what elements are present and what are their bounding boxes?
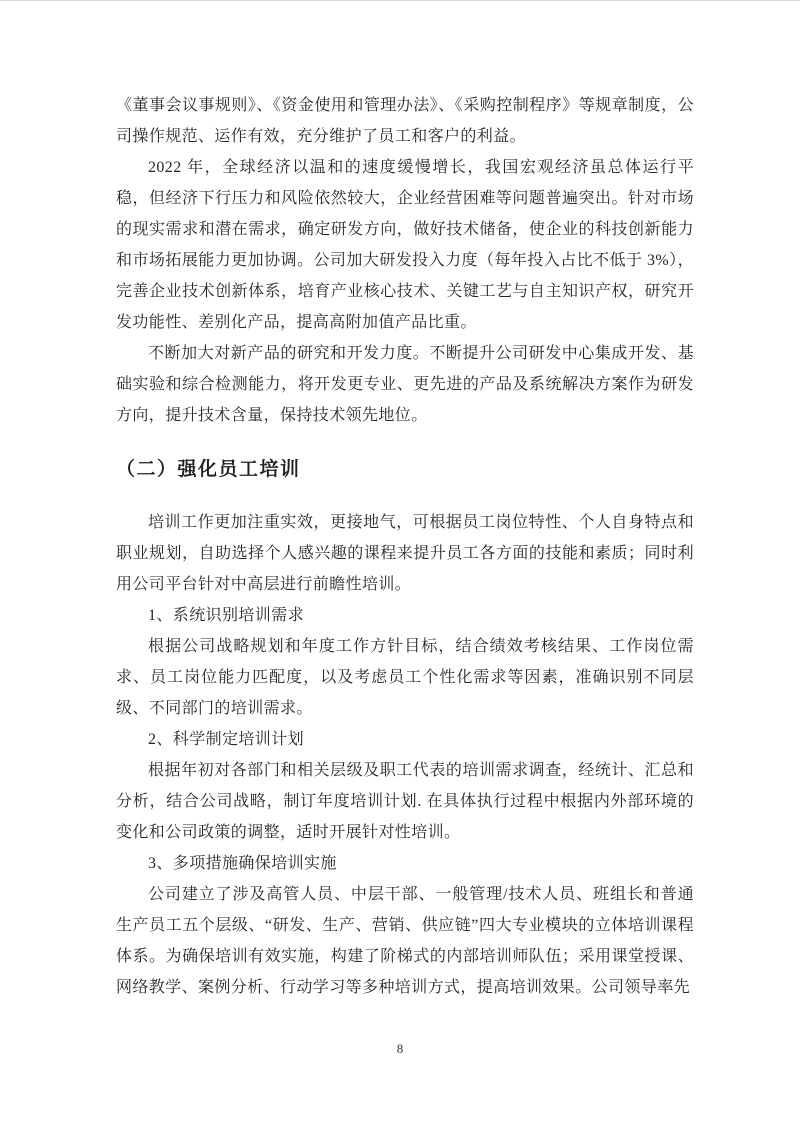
- paragraph: 2、科学制定培训计划: [148, 731, 305, 748]
- paragraph: 《董事会议事规则》、《资金使用和管理办法》、《采购控制程序》等规章制度，公司操作规范、运作有效，充分维护了员工和客户的利益。: [116, 97, 694, 145]
- paragraph: 不断加大对新产品的研究和开发力度。不断提升公司研发中心集成开发、基础实验和综合检测能力，将开发更专业、更先进的产品及系统解决方案作为研发方向，提升技术含量，保持技术领先地位。: [116, 345, 694, 424]
- paragraph: 根据年初对各部门和相关层级及职工代表的培训需求调查，经统计、汇总和分析，结合公司战略，制订年度培训计划. 在具体执行过程中根据内外部环境的变化和公司政策的调整，适时开展针对性培训。: [116, 762, 694, 841]
- paragraph: 1、系统识别培训需求: [148, 607, 305, 624]
- page-number: 8: [396, 1041, 404, 1056]
- paragraph: 2022 年，全球经济以温和的速度缓慢增长，我国宏观经济虽总体运行平稳，但经济下行压力和风险依然较大，企业经营困难等问题普遍突出。针对市场的现实需求和潜在需求，确定研发方向，做好技术储备，使企业的科技创新能力和市场拓展能力更加协调。公司加大研发投入力度（每年投入占比不低于 3%），完善企业技术创新体系，培育产业核心技术、关键工艺与自主知识产权，研究开发功能性、差别化产品，提高高附加值产品比重。: [116, 159, 694, 331]
- paragraph: 培训工作更加注重实效，更接地气，可根据员工岗位特性、个人自身特点和职业规划，自助选择个人感兴趣的课程来提升员工各方面的技能和素质；同时利用公司平台针对中高层进行前瞻性培训。: [116, 514, 694, 593]
- document-body: [116, 90, 694, 1003]
- paragraph: 3、多项措施确保培训实施: [148, 855, 337, 872]
- paragraph: 根据公司战略规划和年度工作方针目标，结合绩效考核结果、工作岗位需求、员工岗位能力匹配度，以及考虑员工个性化需求等因素，准确识别不同层级、不同部门的培训需求。: [116, 638, 694, 717]
- paragraph: 公司建立了涉及高管人员、中层干部、一般管理/技术人员、班组长和普通生产员工五个层级、“研发、生产、营销、供应链”四大专业模块的立体培训课程体系。为确保培训有效实施，构建了阶梯式的内部培训师队伍；采用课堂授课、网络教学、案例分析、行动学习等多种培训方式，提高培训效果。公司领导率先: [116, 886, 694, 996]
- section-heading: （二）强化员工培训: [116, 459, 301, 480]
